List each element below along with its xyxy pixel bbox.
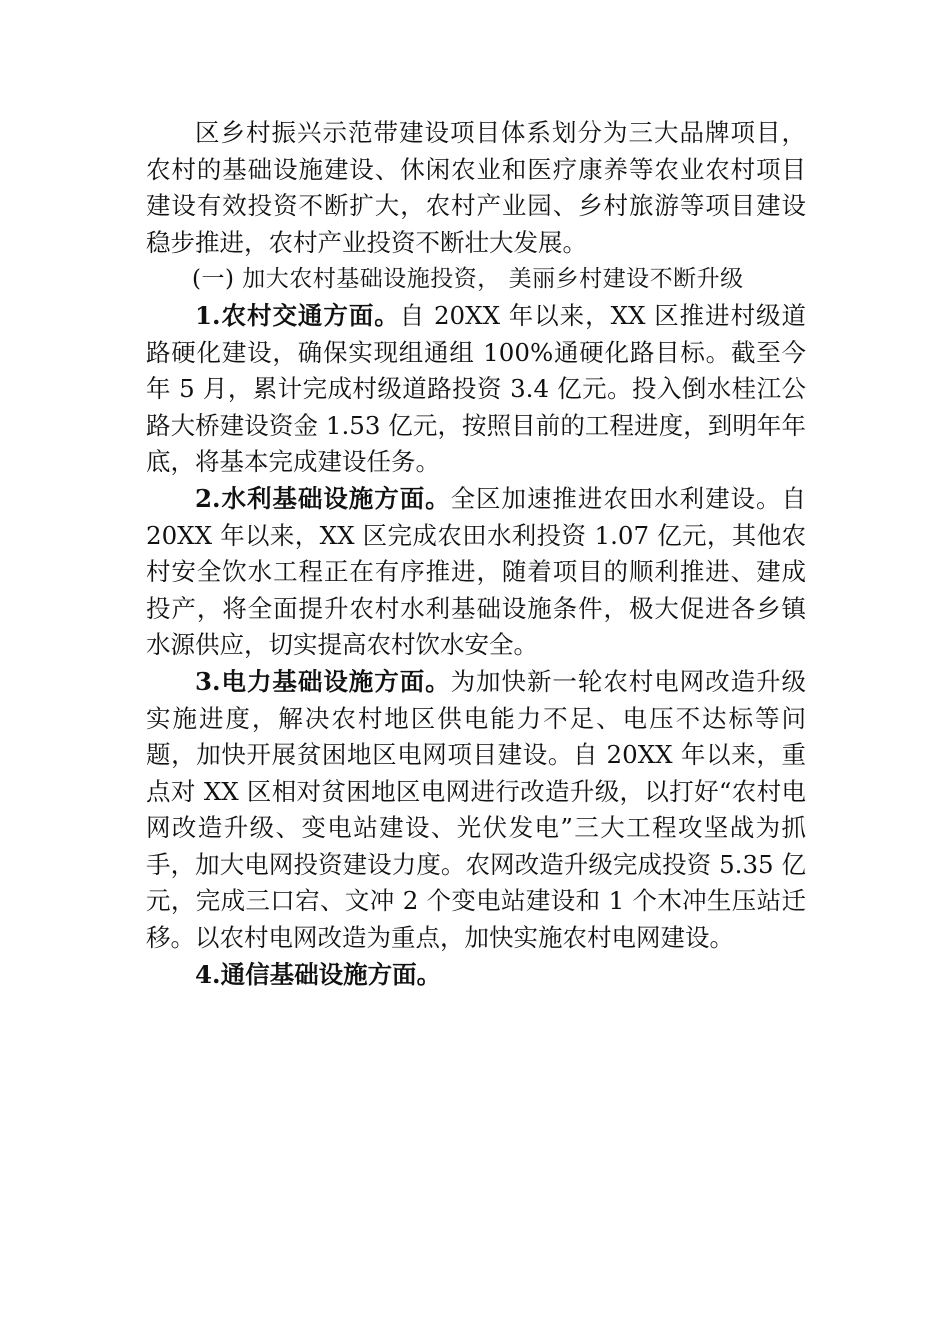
paragraph-text: 全区加速推进农田水利建设。自 20XX 年以来，XX 区完成农田水利投资 1.07 亿元，其他农村安全饮水工程正在有序推进，随着项目的顺利推进、建成投产，将全面提升农村水利基础设施条件，极大促进各乡镇水源供应，切实提高农村饮水安全。 — [146, 483, 806, 660]
communication-heading: 4.通信基础设施方面。 — [195, 959, 442, 989]
document-body — [146, 115, 806, 993]
paragraph-transport — [146, 298, 806, 481]
paragraph-power — [146, 664, 806, 957]
section-heading: (一) 加大农村基础设施投资， 美丽乡村建设不断升级 — [192, 266, 744, 293]
paragraph-water — [146, 481, 806, 664]
paragraph-lead: 1.农村交通方面。 — [195, 300, 400, 330]
paragraph-text: 为加快新一轮农村电网改造升级实施进度，解决农村地区供电能力不足、电压不达标等问题，加快开展贫困地区电网项目建设。自 20XX 年以来，重点对 XX 区相对贫困地区电网进行改造升级，以打好“农村电网改造升级、变电站建设、光伏发电”三大工程攻坚战为抓手，加大电网投资建设力度。农网改造升级完成投资 5.35 亿元，完成三口宕、文冲 2 个变电站建设和 1 个木冲生压站迁移。以农村电网改造为重点，加快实施农村电网建设。 — [146, 666, 806, 953]
paragraph-text: 自 20XX 年以来，XX 区推进村级道路硬化建设，确保实现组通组 100%通硬化路目标。截至今年 5 月，累计完成村级道路投资 3.4 亿元。投入倒水桂江公路大桥建设资金 1.53 亿元，按照目前的工程进度，到明年年底，将基本完成建设任务。 — [146, 300, 807, 477]
paragraph-lead: 2.水利基础设施方面。 — [195, 483, 451, 513]
intro-paragraph: 区乡村振兴示范带建设项目体系划分为三大品牌项目，农村的基础设施建设、休闲农业和医疗康养等农业农村项目建设有效投资不断扩大，农村产业园、乡村旅游等项目建设稳步推进，农村产业投资不断壮大发展。 — [146, 118, 806, 257]
paragraph-lead: 3.电力基础设施方面。 — [195, 666, 451, 696]
